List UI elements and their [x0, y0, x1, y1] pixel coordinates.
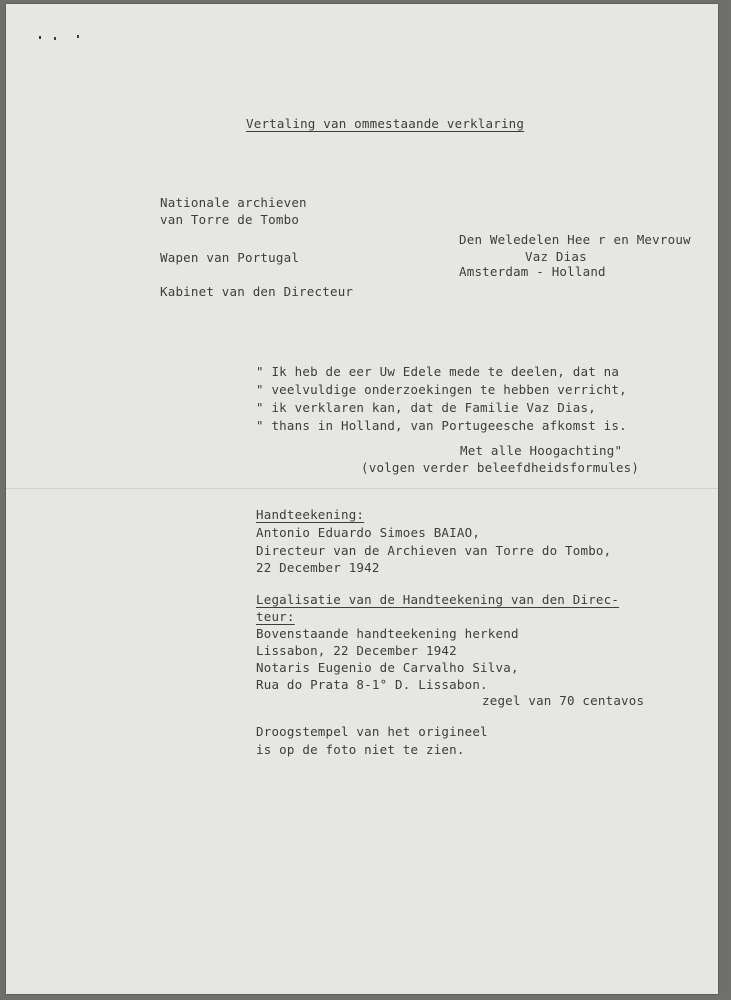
legalisation-line: Bovenstaande handteekening herkend — [256, 626, 519, 641]
punch-mark — [54, 37, 56, 40]
addressee-line: Den Weledelen Hee r en Mevrouw — [459, 232, 691, 247]
legalisation-line: Lissabon, 22 December 1942 — [256, 643, 457, 658]
paper-fold — [6, 488, 718, 489]
legalisation-line: Notaris Eugenio de Carvalho Silva, — [256, 660, 519, 675]
sender-line: van Torre de Tombo — [160, 212, 300, 227]
closing-line: (volgen verder beleefdheidsformules) — [361, 460, 640, 475]
signature-line: 22 December 1942 — [256, 560, 380, 575]
note-line: is op de foto niet te zien. — [256, 742, 465, 757]
quote-line: " ik verklaren kan, dat de Familie Vaz Dias, — [256, 400, 596, 415]
quote-line: " veelvuldige onderzoekingen te hebben verricht, — [256, 382, 627, 397]
closing-line: Met alle Hoogachting" — [460, 443, 623, 458]
note-line: Droogstempel van het origineel — [256, 724, 488, 739]
sender-line: Kabinet van den Directeur — [160, 284, 354, 299]
punch-mark — [77, 35, 79, 38]
quote-line: " thans in Holland, van Portugeesche afkomst is. — [256, 418, 627, 433]
signature-heading: Handteekening: — [256, 507, 365, 522]
seal-note: zegel van 70 centavos — [482, 693, 645, 708]
legalisation-heading: Legalisatie van de Handteekening van den Direc- — [256, 592, 620, 607]
punch-mark — [39, 36, 41, 39]
sender-line: Nationale archieven — [160, 195, 307, 210]
document-title: Vertaling van ommestaande verklaring — [246, 116, 525, 131]
quote-line: " Ik heb de eer Uw Edele mede te deelen, dat na — [256, 364, 620, 379]
addressee-line: Amsterdam - Holland — [459, 264, 606, 279]
sender-line: Wapen van Portugal — [160, 250, 300, 265]
signature-line: Directeur van de Archieven van Torre do Tombo, — [256, 543, 612, 558]
document-page — [6, 4, 718, 994]
signature-line: Antonio Eduardo Simoes BAIAO, — [256, 525, 481, 540]
addressee-line: Vaz Dias — [525, 249, 587, 264]
legalisation-line: Rua do Prata 8-1° D. Lissabon. — [256, 677, 488, 692]
legalisation-heading-cont: teur: — [256, 609, 295, 624]
